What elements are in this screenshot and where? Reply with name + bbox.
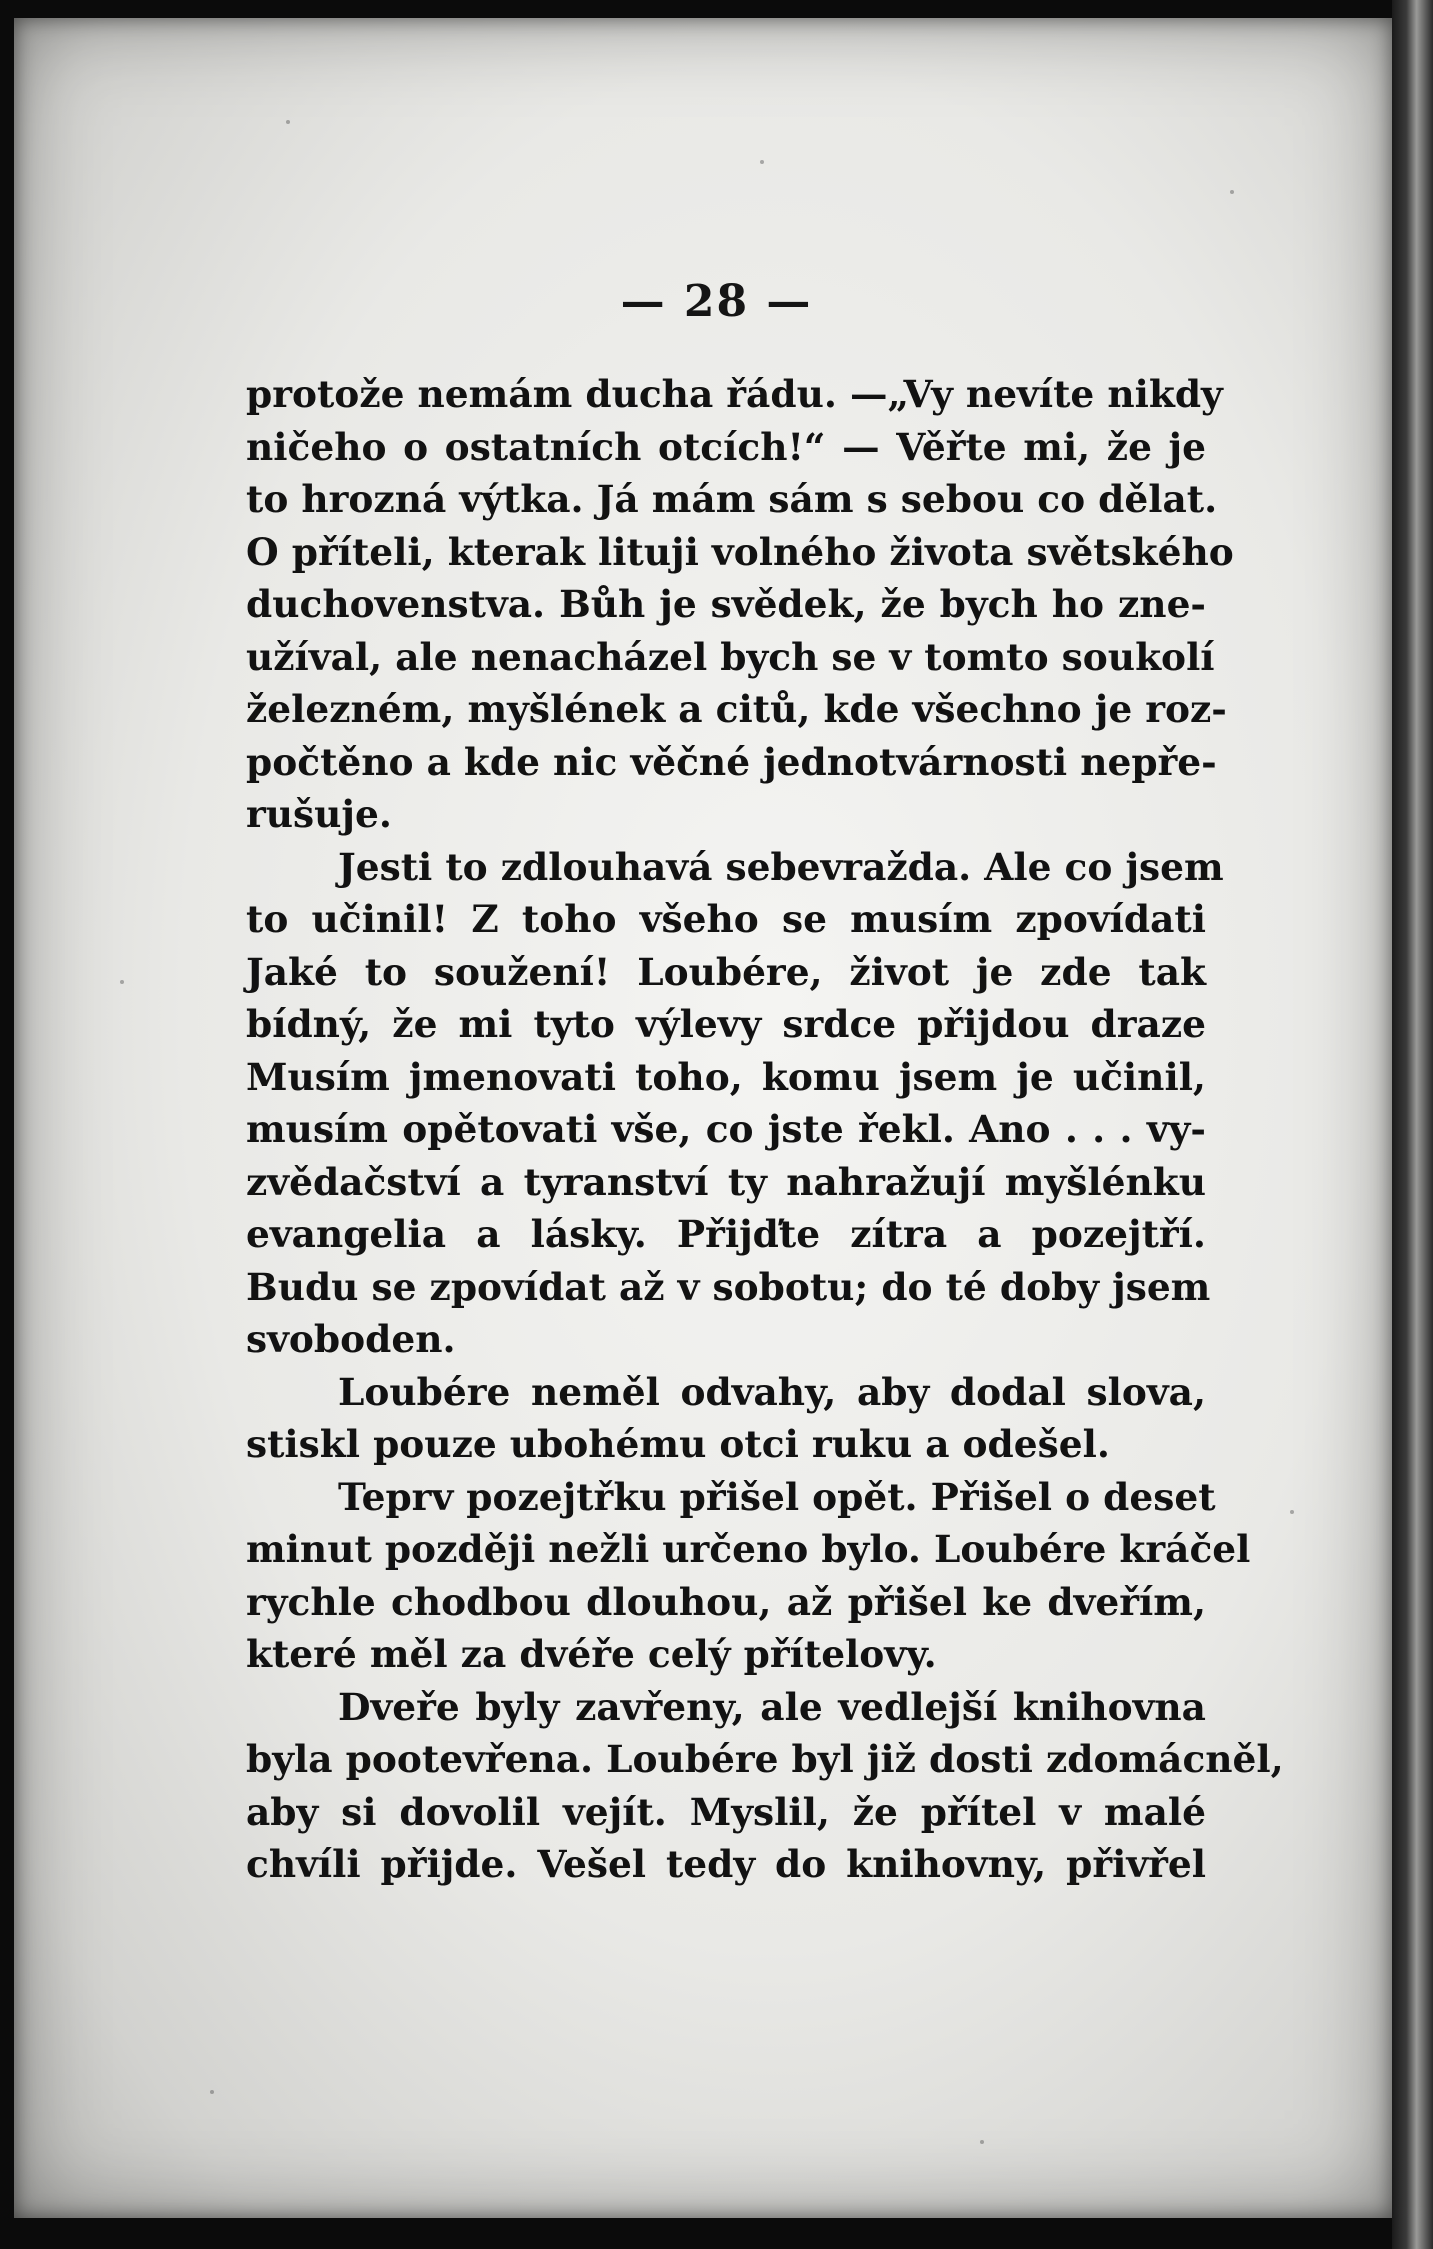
text-line: aby si dovolil vejít. Myslil, že přítel v malé	[246, 1789, 1206, 1834]
text-line: byla pootevřena. Loubére byl již dosti zdomácněl,	[246, 1737, 1284, 1781]
text-line: bídný, že mi tyto výlevy srdce přijdou draze	[246, 1002, 1206, 1046]
text-line: které měl za dvéře celý přítelovy.	[246, 1632, 937, 1676]
text-line: Dveře byly zavřeny, ale vedlejší knihovna	[338, 1684, 1206, 1729]
text-line: počtěno a kde nic věčné jednotvárnosti nepře-	[246, 739, 1217, 784]
text-line: stiskl pouze ubohému otci ruku a odešel.	[246, 1422, 1110, 1466]
text-line: musím opětovati vše, co jste řekl. Ano . . . vy-	[246, 1107, 1206, 1151]
binding-edge	[1392, 0, 1433, 2249]
text-line: Budu se zpovídat až v sobotu; do té doby jsem	[246, 1264, 1211, 1309]
paper-speck	[286, 120, 290, 124]
text-line: evangelia a lásky. Přijďte zítra a pozejtří.	[246, 1212, 1206, 1256]
text-line: železném, myšlének a citů, kde všechno je roz-	[246, 687, 1227, 731]
text-line: to hrozná výtka. Já mám sám s sebou co dělat.	[246, 477, 1218, 521]
paper-speck	[1290, 1510, 1294, 1514]
body-text	[246, 368, 1284, 1891]
text-line: svoboden.	[246, 1317, 456, 1361]
paper-speck	[980, 2140, 984, 2144]
text-line: protože nemám ducha řádu. —„Vy nevíte nikdy	[246, 372, 1223, 416]
text-line: O příteli, kterak lituji volného života světského	[246, 529, 1234, 574]
paper-speck	[120, 980, 124, 984]
text-line: minut později nežli určeno bylo. Loubére kráčel	[246, 1527, 1251, 1571]
text-line: chvíli přijde. Vešel tedy do knihovny, přivřel	[246, 1842, 1206, 1886]
text-line: Jaké to soužení! Loubére, život je zde tak	[246, 949, 1206, 994]
text-line: užíval, ale nenacházel bych se v tomto soukolí	[246, 634, 1215, 679]
text-line: Musím jmenovati toho, komu jsem je učinil,	[246, 1054, 1206, 1099]
text-line: ničeho o ostatních otcích!“ — Věřte mi, že je	[246, 424, 1206, 469]
text-line: Jesti to zdlouhavá sebevražda. Ale co jsem	[338, 844, 1224, 889]
page-number: — 28 —	[620, 276, 813, 327]
paper-speck	[760, 160, 764, 164]
paper-speck	[1230, 190, 1234, 194]
text-line: rušuje.	[246, 792, 392, 836]
paper-speck	[210, 2090, 214, 2094]
text-line: Loubére neměl odvahy, aby dodal slova,	[338, 1369, 1206, 1414]
text-line: Teprv pozejtřku přišel opět. Přišel o deset	[338, 1474, 1216, 1519]
text-line: duchovenstva. Bůh je svědek, že bych ho zne-	[246, 582, 1206, 626]
text-line: zvědačství a tyranství ty nahražují myšlénku	[246, 1159, 1206, 1204]
text-line: to učinil! Z toho všeho se musím zpovídati	[246, 897, 1206, 941]
text-line: rychle chodbou dlouhou, až přišel ke dveřím,	[246, 1579, 1206, 1624]
